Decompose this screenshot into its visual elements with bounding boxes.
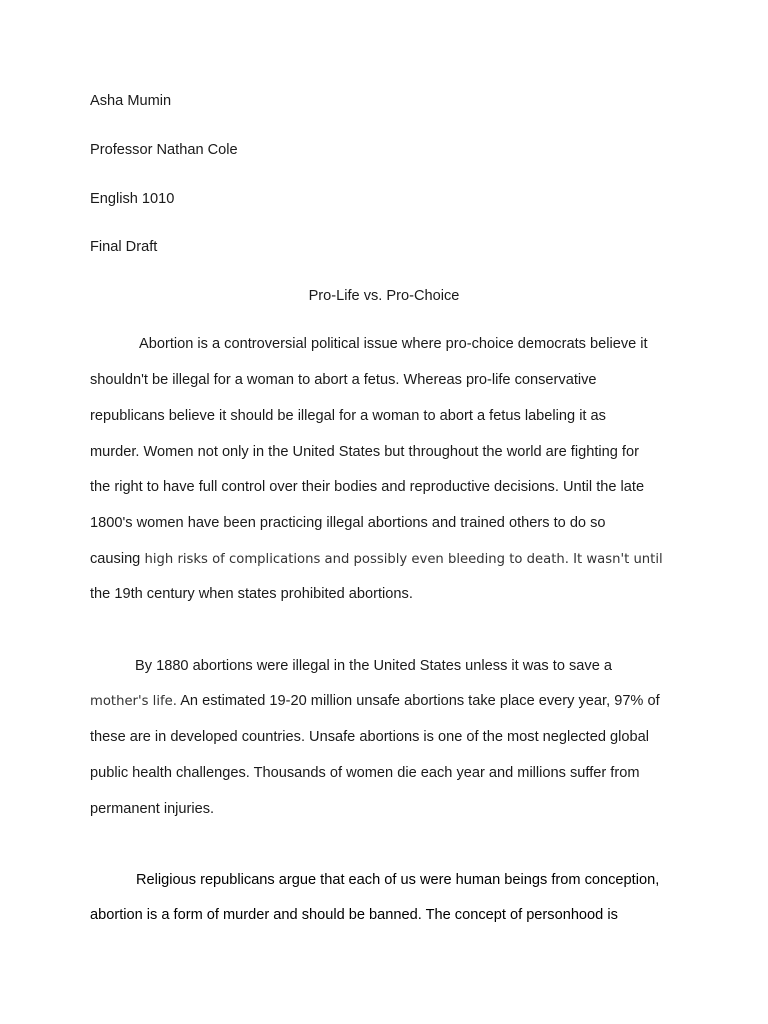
p1-line-4: murder. Women not only in the United States but throughout the world are fighting for [90,444,639,460]
professor-name: Professor Nathan Cole [90,142,238,158]
p1-line-8: the 19th century when states prohibited abortions. [90,586,413,602]
p2-line-1: By 1880 abortions were illegal in the United States unless it was to save a [135,658,612,674]
p2-line-3: these are in developed countries. Unsafe abortions is one of the most neglected global [90,729,649,745]
essay-title: Pro-Life vs. Pro-Choice [308,288,460,304]
p1-line-1: Abortion is a controversial political issue where pro-choice democrats believe it [139,336,648,352]
p1-line-7-end: high risks of complications and possibly even bleeding to death. It wasn't until [140,552,663,567]
p2-line-2 [90,691,660,712]
p1-line-7-start: causing [90,551,141,567]
p3-line-1: Religious republicans argue that each of us were human beings from conception, [136,872,660,888]
p1-line-5: the right to have full control over their bodies and reproductive decisions. Until the late [90,479,645,495]
p1-line-3: republicans believe it should be illegal for a woman to abort a fetus labeling it as [90,408,606,424]
p2-line-4: public health challenges. Thousands of women die each year and millions suffer from [90,765,640,781]
course-name: English 1010 [90,191,175,207]
p1-line-6: 1800's women have been practicing illegal abortions and trained others to do so [90,515,606,531]
p3-line-2: abortion is a form of murder and should be banned. The concept of personhood is [90,907,618,923]
p1-line-2: shouldn't be illegal for a woman to abort a fetus. Whereas pro-life conservative [90,372,597,388]
p1-line-7 [90,549,663,570]
p2-line-5: permanent injuries. [90,801,215,817]
student-name: Asha Mumin [90,93,172,109]
draft-label: Final Draft [90,239,158,255]
p2-line-2-start: mother's life. [90,694,177,709]
p2-line-2-end: An estimated 19-20 million unsafe abortions take place every year, 97% of [176,693,660,709]
